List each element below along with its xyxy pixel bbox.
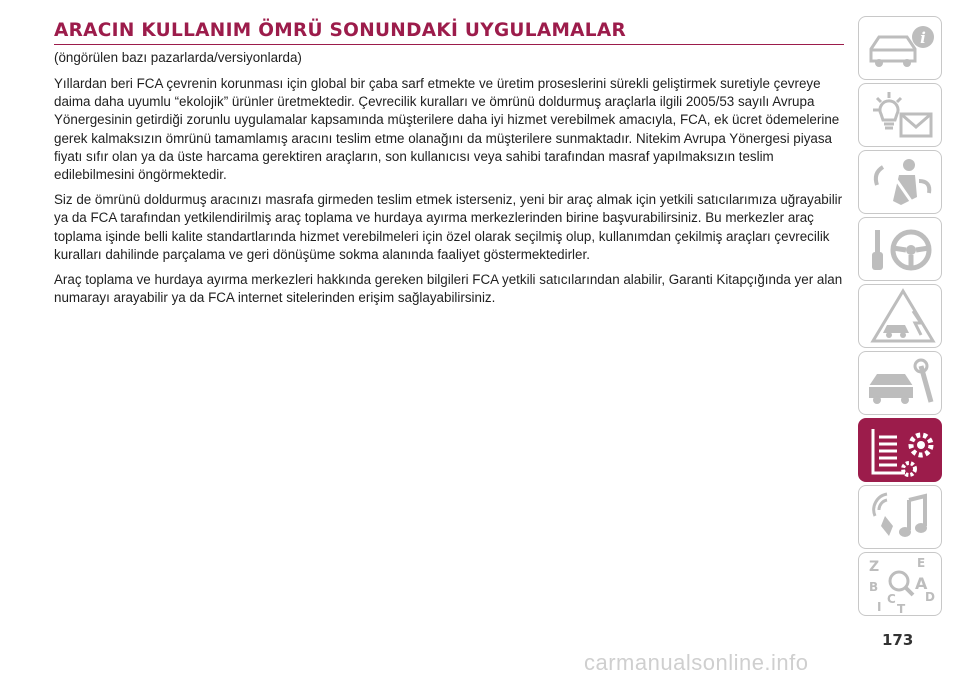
car-maintenance-wrench-icon <box>859 352 943 416</box>
breakdown-triangle-icon <box>859 285 943 349</box>
index-letter: A <box>915 574 928 593</box>
index-letter: E <box>917 556 926 570</box>
tab-emergency[interactable] <box>858 284 942 348</box>
seatbelt-airbag-icon <box>859 151 943 215</box>
page-number: 173 <box>882 631 914 649</box>
index-letter: C <box>887 592 896 606</box>
car-info-icon <box>859 17 943 81</box>
section-title: ARACIN KULLANIM ÖMRÜ SONUNDAKİ UYGULAMALAR <box>54 20 844 45</box>
index-letter: D <box>925 590 935 604</box>
tab-warning-lights[interactable] <box>858 83 942 147</box>
tab-index[interactable] <box>858 552 942 616</box>
paragraph-1: Yıllardan beri FCA çevrenin korunması için global bir çaba sarf etmekte ve üretim proseslerini sürekli geliştirmek suretiyle çevreye daima daha uyumlu “ekolojik” ürünler üretmektedir. Çevrecilik kuralları ve ömrünü doldurmuş araçlarla ilgili 2005/53 sayılı Avrupa Yönergesinin getirdiği zorunlu uygulamalar kapsamında müşterilere daha iyi hizmet verebilmek amacıyla, FCA, ek ücret ödemelerine gerek kalmaksızın ömrünü tamamlamış aracını teslim etme olanağını da müşterilere sunmaktadır. Nitekim Avrupa Yönergesi piyasa fiyatı sıfır olan ya da üste harcama gerektiren araçların, son kullanıcısı veya sahibi tarafından masraf yapılmaksızın teslim edilebilmesini öngörmektedir. <box>54 76 840 183</box>
alphabetical-index-icon <box>859 553 943 617</box>
index-letter: T <box>897 602 906 616</box>
tab-safety[interactable] <box>858 150 942 214</box>
tab-car-info[interactable] <box>858 16 942 80</box>
index-letter: Z <box>869 559 880 575</box>
svg-text:i: i <box>920 29 926 47</box>
warning-lights-message-icon <box>859 84 943 148</box>
watermark: carmanualsonline.info <box>584 650 809 675</box>
multimedia-music-icon <box>859 486 943 550</box>
index-letter: B <box>869 580 879 594</box>
paragraph-2: Siz de ömrünü doldurmuş aracınızı masrafa girmeden teslim etmek isterseniz, yeni bir araç almak için yetkili satıcılarımıza uğrayabilir ya da FCA tarafından yetkilendirilmiş araç toplama ve hurdaya ayırma merkezlerinden birine başvurabilirsiniz. Bu merkezler araç toplama işinde belli kalite standartlarında hizmet verebilmeleri için özel olarak seçilmiş olup, kullanımdan çekilmiş araçları çevrecilik kuralları dahilinde parçalama ve geri dönüşüme sokma alanında faaliyet göstermektedirler. <box>54 192 843 262</box>
tab-technical-data[interactable] <box>858 418 942 482</box>
paragraph-3: Araç toplama ve hurdaya ayırma merkezleri hakkında gereken bilgileri FCA yetkili satıcılarından alabilir, Garanti Kitapçığında yer alan numarayı arayabilir ya da FCA internet sitelerinden erişim sağlayabilirsiniz. <box>54 272 843 306</box>
technical-data-gears-icon <box>859 419 943 483</box>
tab-starting-driving[interactable] <box>858 217 942 281</box>
tab-maintenance[interactable] <box>858 351 942 415</box>
tab-multimedia[interactable] <box>858 485 942 549</box>
index-letter: I <box>877 600 882 614</box>
section-subtitle: (öngörülen bazı pazarlarda/versiyonlarda) <box>54 50 302 65</box>
key-steering-wheel-icon <box>859 218 943 282</box>
main-content <box>54 20 844 314</box>
